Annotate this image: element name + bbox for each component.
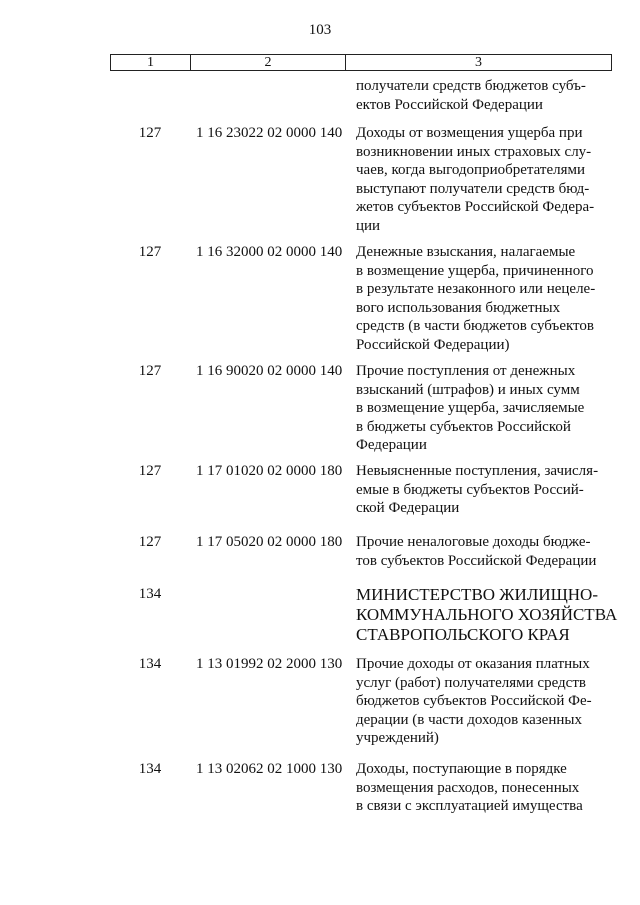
- admin-code: 127: [138, 534, 162, 550]
- name-line: Федерации: [356, 437, 427, 453]
- name-line: чаев, когда выгодоприобретателями: [356, 162, 586, 178]
- name-line: в возмещение ущерба, причиненного: [356, 262, 594, 279]
- name-line: в возмещение ущерба, зачисляемые: [356, 400, 585, 416]
- table-header: [110, 54, 612, 71]
- name-line: в результате незаконного или нецеле-: [356, 281, 596, 297]
- name-line: Доходы, поступающие в порядке: [356, 761, 567, 777]
- name-line: ектов Российской Федерации: [356, 96, 543, 113]
- budget-classification-code: 1 17 05020 02 0000 180: [196, 534, 343, 550]
- table-header-col-2: 2: [191, 55, 346, 70]
- name-line: ской Федерации: [356, 500, 460, 516]
- name-line: в бюджеты субъектов Российской: [356, 418, 571, 435]
- admin-code: 127: [138, 363, 162, 379]
- name-line: Доходы от возмещения ущерба при: [356, 125, 583, 141]
- revenue-name: [356, 243, 616, 354]
- admin-code: 127: [138, 244, 162, 260]
- table-header-col-3: 3: [475, 55, 482, 70]
- budget-classification-code: 1 16 23022 02 0000 140: [196, 125, 343, 141]
- name-line: взысканий (штрафов) и иных сумм: [356, 381, 580, 398]
- name-line: вого использования бюджетных: [356, 299, 561, 316]
- name-line: выступают получатели средств бюд-: [356, 180, 590, 197]
- name-line: жетов субъектов Российской Федера-: [356, 199, 595, 215]
- admin-code: 127: [138, 463, 162, 479]
- budget-classification-code: 1 16 32000 02 0000 140: [196, 244, 343, 260]
- budget-classification-code: 1 13 01992 02 2000 130: [196, 656, 343, 672]
- name-line: Прочие доходы от оказания платных: [356, 656, 590, 672]
- name-line: средств (в части бюджетов субъектов: [356, 318, 595, 334]
- revenue-name: [356, 124, 616, 235]
- name-line: ции: [356, 217, 381, 234]
- name-line: Российской Федерации): [356, 336, 510, 353]
- name-line: Денежные взыскания, налагаемые: [356, 244, 576, 260]
- revenue-name: [356, 655, 616, 748]
- name-line: Прочие неналоговые доходы бюдже-: [356, 534, 591, 550]
- name-line: учреждений): [356, 730, 439, 746]
- name-line: дерации (в части доходов казенных: [356, 711, 582, 728]
- budget-classification-code: 1 16 90020 02 0000 140: [196, 363, 343, 379]
- ministry-heading: [356, 585, 616, 645]
- admin-code: 127: [138, 125, 162, 141]
- name-line: КОММУНАЛЬНОГО ХОЗЯЙСТВА: [356, 605, 618, 624]
- name-line: возмещения расходов, понесенных: [356, 779, 580, 796]
- page-number: 103: [308, 22, 332, 38]
- name-line: Прочие поступления от денежных: [356, 363, 576, 379]
- revenue-name: [356, 533, 616, 570]
- name-line: получатели средств бюджетов субъ-: [356, 78, 586, 94]
- revenue-name: [356, 760, 616, 816]
- budget-classification-code: 1 17 01020 02 0000 180: [196, 463, 343, 479]
- revenue-name: [356, 362, 616, 455]
- name-line: Невыясненные поступления, зачисля-: [356, 463, 599, 479]
- budget-classification-code: 1 13 02062 02 1000 130: [196, 761, 343, 777]
- name-line: возникновении иных страховых слу-: [356, 143, 592, 160]
- admin-code: 134: [138, 656, 162, 672]
- table-header-col-1: 1: [111, 55, 191, 70]
- admin-code: 134: [138, 761, 162, 777]
- name-line: тов субъектов Российской Федерации: [356, 552, 597, 569]
- name-line: услуг (работ) получателями средств: [356, 674, 586, 691]
- name-line: СТАВРОПОЛЬСКОГО КРАЯ: [356, 625, 570, 644]
- name-line: бюджетов субъектов Российской Фе-: [356, 693, 592, 709]
- admin-code: 134: [138, 586, 162, 602]
- name-line: МИНИСТЕРСТВО ЖИЛИЩНО-: [356, 585, 598, 604]
- name-line: в связи с эксплуатацией имущества: [356, 798, 583, 814]
- name-line: емые в бюджеты субъектов Россий-: [356, 481, 584, 498]
- revenue-name: [356, 462, 616, 518]
- continuation-text: [356, 77, 616, 114]
